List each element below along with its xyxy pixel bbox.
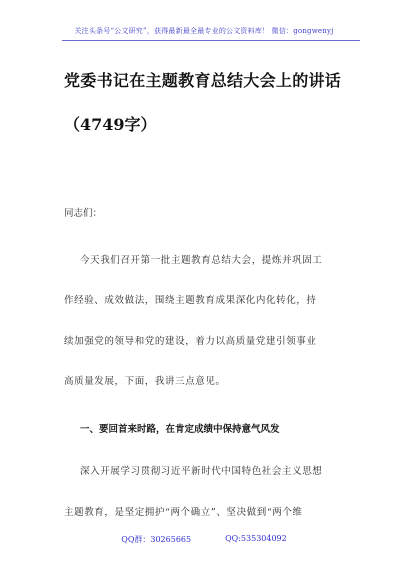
qq-group-link[interactable]: QQ群：30265665: [121, 535, 192, 544]
footer-contacts: [0, 534, 408, 545]
paragraph-line: 今天我们召开第一批主题教育总结大会，提炼并巩固工: [80, 255, 323, 266]
qq-contact-link[interactable]: QQ:535304092: [225, 534, 287, 543]
paragraph-line: 高质量发展，下面，我讲三点意见。: [64, 376, 226, 387]
document-title: 党委书记在主题教育总结大会上的讲话: [64, 71, 342, 90]
paragraph-line: 作经验、成效做法，围绕主题教育成果深化内化转化，持: [64, 295, 317, 306]
paragraph-line: 深入开展学习贯彻习近平新时代中国特色社会主义思想: [80, 466, 323, 477]
paragraph-line: 续加强党的领导和党的建设，着力以高质量党建引领事业: [64, 336, 317, 347]
word-count: （4749字）: [64, 115, 157, 134]
header-banner: 关注头条号“公文研究”，获得最新最全最专业的公文资料库！ 微信：gongwenyj: [74, 27, 334, 35]
section-heading: 一、要回首来时路，在肯定成绩中保持意气风发: [80, 424, 280, 435]
paragraph-line: 主题教育，是坚定拥护“两个确立”、坚决做到“两个维: [64, 507, 303, 518]
salutation: 同志们：: [64, 208, 103, 219]
header-divider: [62, 40, 360, 41]
